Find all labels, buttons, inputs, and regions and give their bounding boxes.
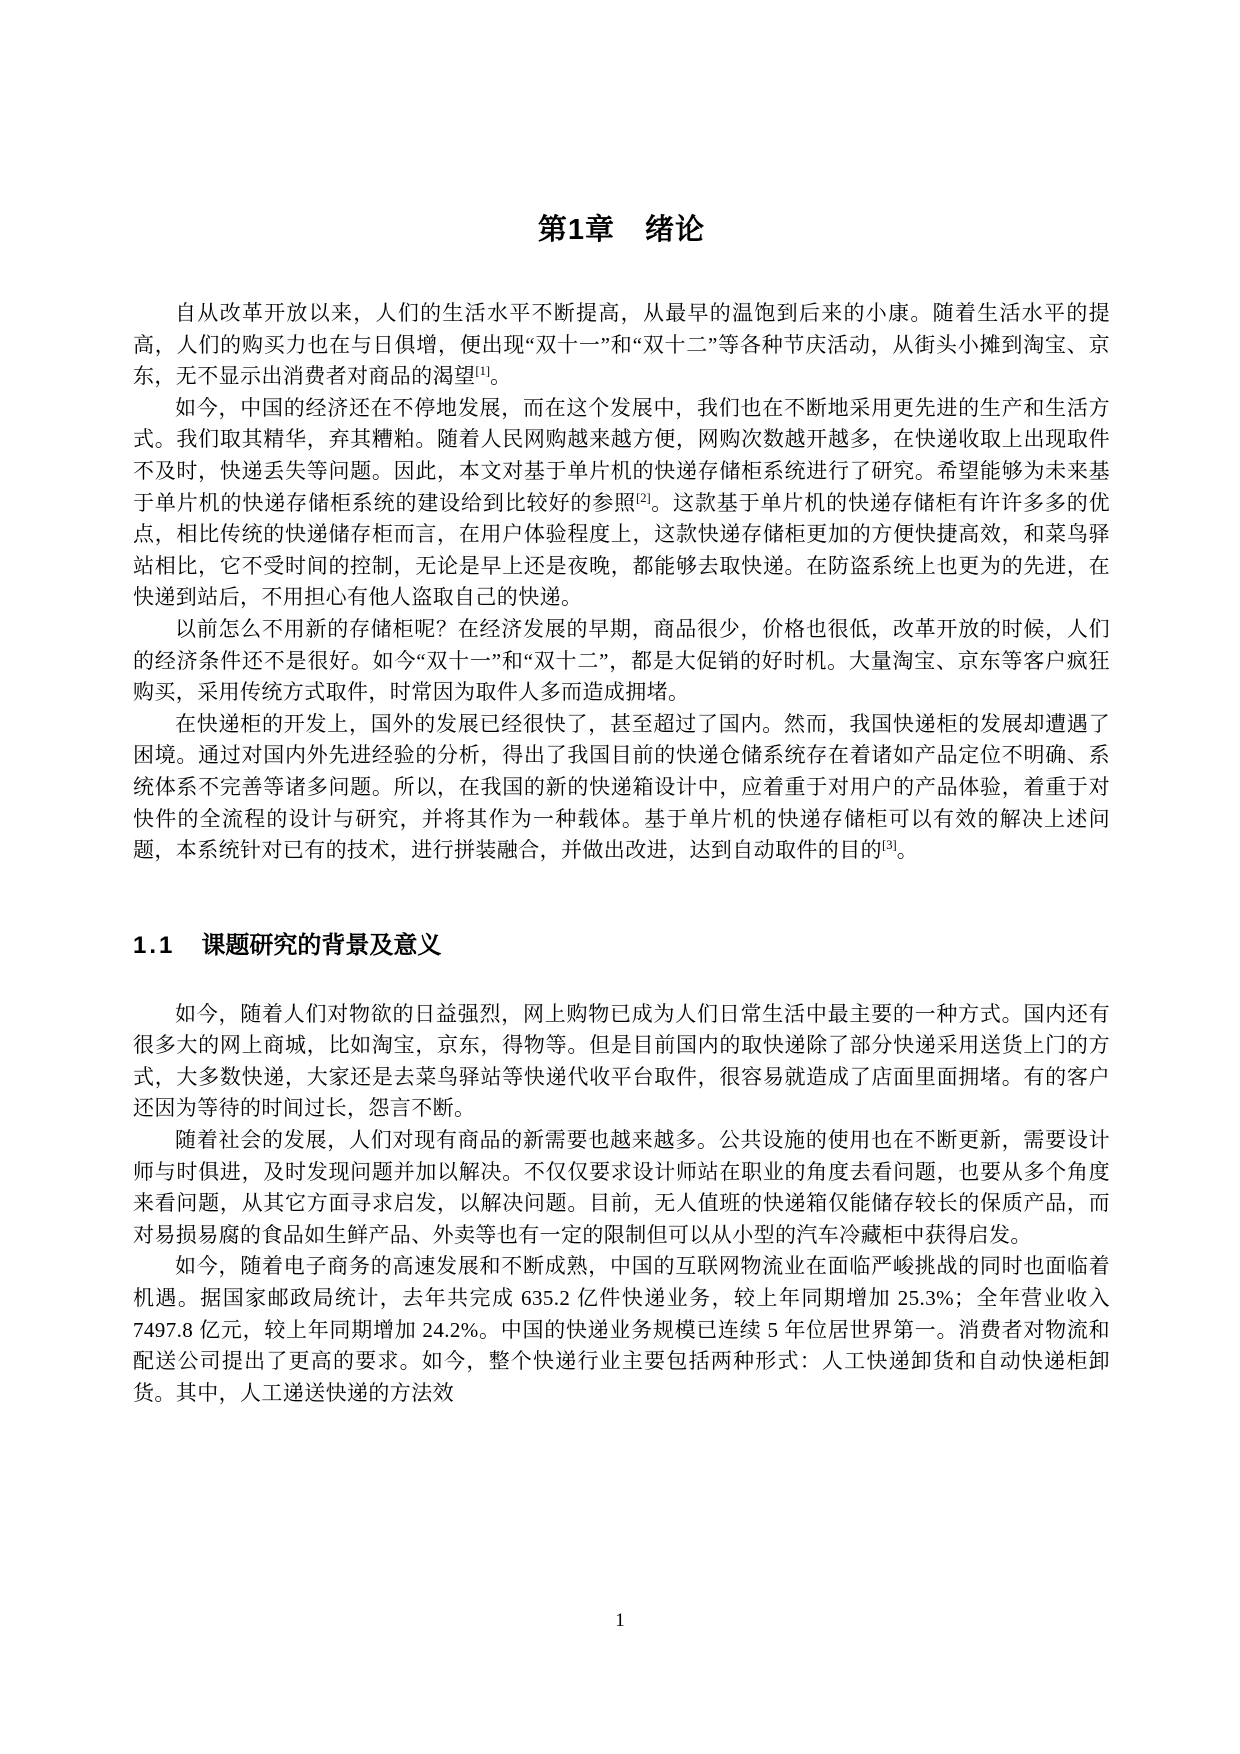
section-number: 1.1 — [133, 931, 176, 959]
intro-paragraph-3: 以前怎么不用新的存储柜呢？在经济发展的早期，商品很少，价格也很低，改革开放的时候，人们的经济条件还不是很好。如今“双十一”和“双十二”，都是大促销的好时机。大量淘宝、京东等客户疯狂购买，采用传统方式取件，时常因为取件人多而造成拥堵。 — [133, 616, 1110, 705]
section-title: 课题研究的背景及意义 — [201, 931, 442, 959]
section-heading-1-1 — [133, 931, 1110, 961]
section-paragraph-3: 如今，随着电子商务的高速发展和不断成熟，中国的互联网物流业在面临严峻挑战的同时也面临着机遇。据国家邮政局统计，去年共完成 635.2 亿件快递业务，较上年同期增加 25.3%；全年营业收入 7497.8 亿元，较上年同期增加 24.2%。中国的快递业务规模已连续 5 年位居世界第一。消费者对物流和配送公司提出了更高的要求。如今，整个快递行业主要包括两种形式：人工快递卸货和自动快递柜卸货。其中，人工递送快递的方法效 — [133, 1254, 1110, 1405]
intro-paragraph-2: 如今，中国的经济还在不停地发展，而在这个发展中，我们也在不断地采用更先进的生产和生活方式。我们取其精华，弃其糟粕。随着人民网购越来越方便，网购次数越开越多，在快递收取上出现取件不及时，快递丢失等问题。因此，本文对基于单片机的快递存储柜系统进行了研究。希望能够为未来基于单片机的快递存储柜系统的建设给到比较好的参照[2]。这款基于单片机的快递存储柜有许许多多的优点，相比传统的快递储存柜而言，在用户体验程度上，这款快递存储柜更加的方便快捷高效，和菜鸟驿站相比，它不受时间的控制，无论是早上还是夜晚，都能够去取快递。在防盗系统上也更为的先进，在快递到站后，不用担心有他人盗取自己的快递。 — [133, 395, 1110, 610]
section-1-1-body — [133, 999, 1110, 1410]
page-number: 1 — [615, 1610, 625, 1631]
section-paragraph-2: 随着社会的发展，人们对现有商品的新需要也越来越多。公共设施的使用也在不断更新，需要设计师与时俱进，及时发现问题并加以解决。不仅仅要求设计师站在职业的角度去看问题，也要从多个角度来看问题，从其它方面寻求启发，以解决问题。目前，无人值班的快递箱仅能储存较长的保质产品，而对易损易腐的食品如生鲜产品、外卖等也有一定的限制但可以从小型的汽车冷藏柜中获得启发。 — [133, 1128, 1110, 1247]
chapter-intro — [133, 298, 1110, 867]
intro-paragraph-4: 在快递柜的开发上，国外的发展已经很快了，甚至超过了国内。然而，我国快递柜的发展却遭遇了困境。通过对国内外先进经验的分析，得出了我国目前的快递仓储系统存在着诸如产品定位不明确、系统体系不完善等诸多问题。所以，在我国的新的快递箱设计中，应着重于对用户的产品体验，着重于对快件的全流程的设计与研究，并将其作为一种载体。基于单片机的快递存储柜可以有效的解决上述问题，本系统针对已有的技术，进行拼装融合，并做出改进，达到自动取件的目的[3]。 — [133, 711, 1110, 863]
section-paragraph-1: 如今，随着人们对物欲的日益强烈，网上购物已成为人们日常生活中最主要的一种方式。国内还有很多大的网上商城，比如淘宝，京东，得物等。但是目前国内的取快递除了部分快递采用送货上门的方式，大多数快递，大家还是去菜鸟驿站等快递代收平台取件，很容易就造成了店面里面拥堵。有的客户还因为等待的时间过长，怨言不断。 — [133, 1001, 1110, 1121]
intro-paragraph-1: 自从改革开放以来，人们的生活水平不断提高，从最早的温饱到后来的小康。随着生活水平的提高，人们的购买力也在与日俱增，便出现“双十一”和“双十二”等各种节庆活动，从街头小摊到淘宝、京东，无不显示出消费者对商品的渴望[1]。 — [133, 301, 1110, 389]
chapter-title: 第1章 绪论 — [537, 214, 706, 246]
